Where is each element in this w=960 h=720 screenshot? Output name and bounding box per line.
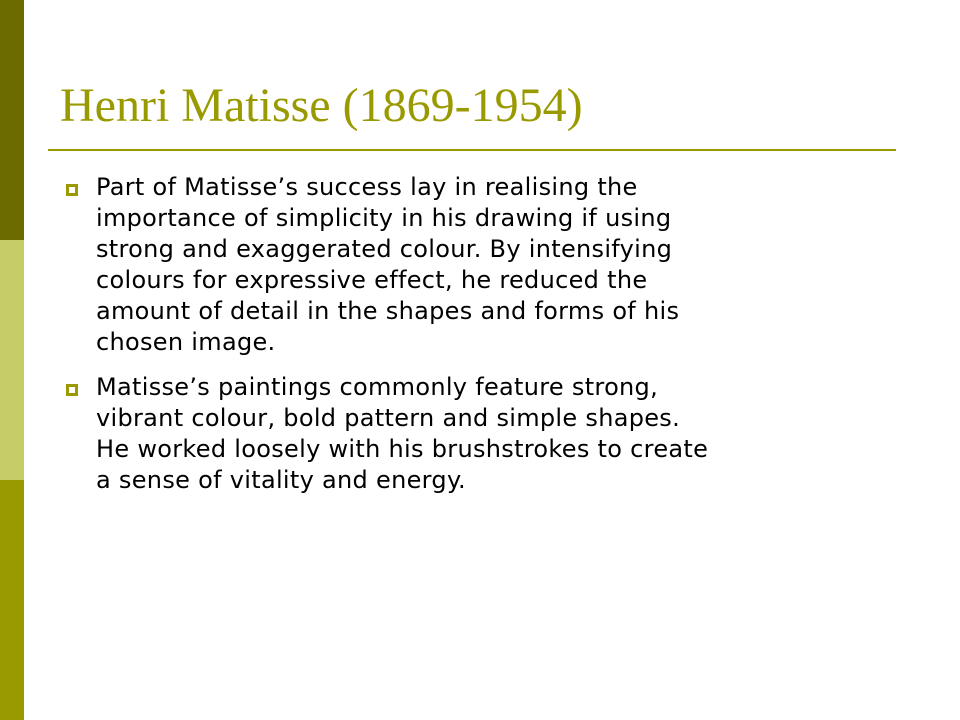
square-bullet-icon bbox=[66, 384, 78, 396]
slide-body bbox=[56, 172, 916, 510]
square-bullet-icon bbox=[66, 184, 78, 196]
sidebar-band-top bbox=[0, 0, 24, 240]
bullet-item bbox=[56, 372, 916, 496]
sidebar-band-middle bbox=[0, 240, 24, 480]
title-underline bbox=[48, 149, 896, 151]
bullet-text: Part of Matisse’s success lay in realising the importance of simplicity in his drawing if using strong and exaggerated colour. By intensifying colours for expressive effect, he reduced the amount of detail in the shapes and forms of his chosen image. bbox=[96, 173, 680, 356]
slide-title: Henri Matisse (1869-1954) bbox=[60, 79, 583, 132]
bullet-text: Matisse’s paintings commonly feature strong, vibrant colour, bold pattern and simple shapes. He worked loosely with his brushstrokes to create a sense of vitality and energy. bbox=[96, 373, 709, 494]
sidebar-band-bottom bbox=[0, 480, 24, 720]
bullet-item bbox=[56, 172, 916, 358]
